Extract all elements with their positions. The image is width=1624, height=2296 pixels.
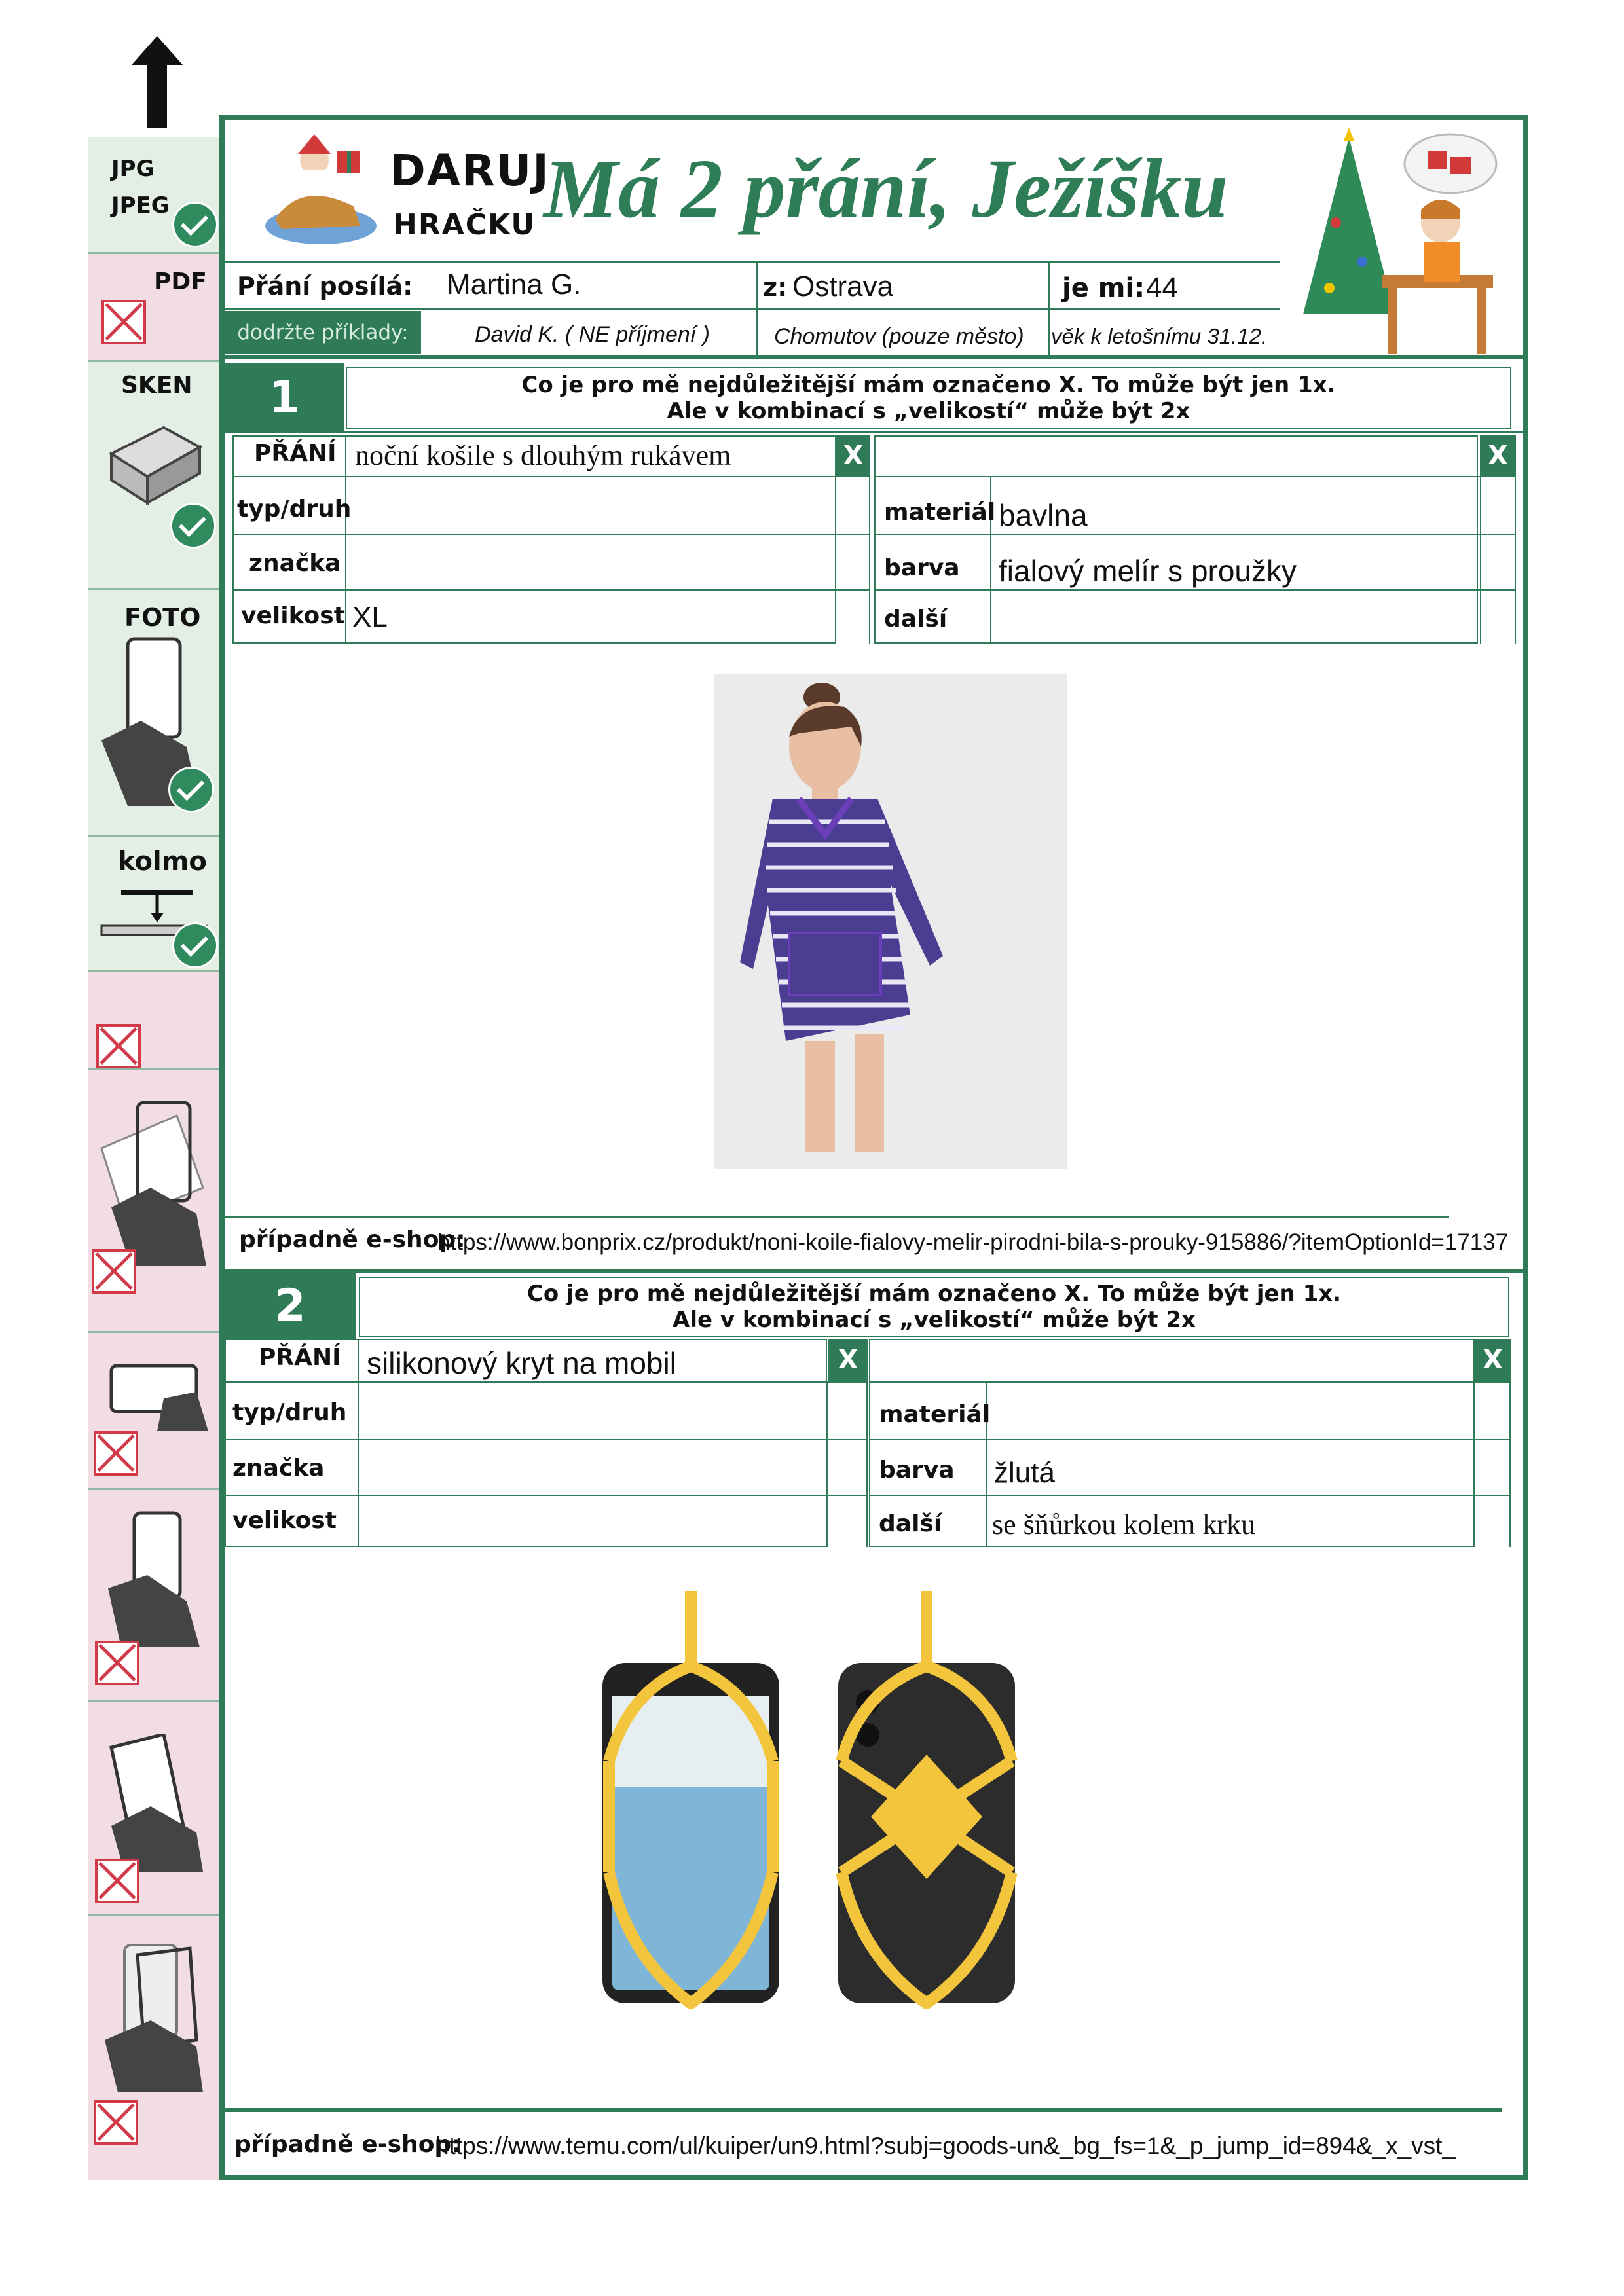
other-value[interactable]: se šňůrkou kolem krku [992, 1508, 1256, 1540]
instruction-line1: Co je pro mě nejdůležitější mám označeno X. To může být jen 1x. [521, 372, 1336, 398]
priority-x[interactable]: X [1475, 1339, 1511, 1381]
cross-icon [94, 2100, 138, 2145]
divider [232, 476, 870, 477]
label-brand: značka [232, 1455, 325, 1482]
phone-hand-icon [98, 1942, 210, 2096]
label-material: materiál [884, 499, 996, 526]
label-material: materiál [879, 1401, 991, 1428]
divider [225, 1269, 1522, 1273]
sender-name[interactable]: Martina G. [447, 268, 581, 301]
examples-label-box [225, 311, 421, 354]
label-brand: značka [249, 550, 341, 577]
tree-icon [1283, 124, 1500, 363]
divider [225, 1495, 868, 1496]
divider [225, 1381, 868, 1383]
divider [1515, 435, 1516, 644]
phone-hand-icon [101, 1510, 206, 1650]
label-color: barva [879, 1457, 955, 1484]
cross-icon [95, 1859, 139, 1903]
divider [869, 1381, 1511, 1383]
sidebar-item-perpendicular [88, 837, 219, 972]
divider [225, 431, 1522, 433]
divider [1473, 1381, 1475, 1547]
label-type: typ/druh [232, 1399, 347, 1426]
cross-icon [101, 300, 146, 344]
label-sender: Přání posílá: [237, 272, 413, 301]
sidebar-item-double [88, 1916, 219, 2180]
sidebar-item-scan [88, 362, 219, 590]
divider [232, 589, 870, 591]
divider [869, 476, 870, 644]
cross-icon [94, 1431, 138, 1476]
check-icon [172, 922, 218, 968]
cross-icon [96, 1024, 141, 1068]
sidebar-item-label: FOTO [124, 603, 201, 632]
sidebar-item-hand-photo [88, 1490, 219, 1702]
divider [1048, 261, 1050, 355]
table-right [874, 435, 1478, 644]
divider [225, 2108, 1502, 2112]
eshop-link[interactable]: https://www.bonprix.cz/produkt/noni-koile-fialovy-melir-pirodni-bila-s-prouky-915886/?itemOptionId=17137 [437, 1230, 1509, 1255]
phone-hand-icon [98, 1359, 210, 1434]
phone-hand-icon [98, 1096, 210, 1269]
eshop-label: případně e-shop: [234, 2131, 461, 2158]
label-size: velikost [241, 602, 345, 629]
eshop-label: případně e-shop: [239, 1226, 466, 1253]
sidebar-item-label: JPG JPEG [111, 156, 170, 219]
label-wish: PŘÁNÍ [259, 1344, 341, 1371]
sidebar-item-label: SKEN [121, 372, 193, 399]
example-name: David K. ( NE příjmení ) [475, 322, 710, 347]
label-size: velikost [232, 1507, 337, 1534]
example-age: věk k letošnímu 31.12. [1051, 324, 1268, 348]
instruction-line2: Ale v kombinací s „velikostí“ může být 2x [673, 1307, 1196, 1333]
divider [225, 1439, 868, 1440]
color-value[interactable]: fialový melír s proužky [999, 554, 1297, 588]
sidebar-item-label: PDF [154, 268, 207, 295]
eshop-link[interactable]: https://www.temu.com/ul/kuiper/un9.html?subj=goods-un&_bg_fs=1&_p_jump_id=894&_x_vst_ [435, 2132, 1456, 2159]
divider [866, 1381, 868, 1547]
color-value[interactable]: žlutá [994, 1457, 1055, 1489]
sender-city[interactable]: Ostrava [792, 270, 894, 302]
label-city: z: [763, 273, 788, 302]
divider [827, 1381, 828, 1547]
divider [232, 534, 870, 535]
santa-logo-icon [262, 134, 380, 249]
label-other: další [879, 1510, 942, 1537]
label-wish: PŘÁNÍ [254, 440, 337, 467]
check-icon [172, 202, 218, 247]
sidebar-item-label: kolmo [118, 847, 207, 877]
wish-value[interactable]: silikonový kryt na mobil [367, 1346, 676, 1380]
divider [225, 308, 1280, 310]
divider [869, 1495, 1511, 1496]
material-value[interactable]: bavlna [999, 498, 1088, 532]
size-value[interactable]: XL [352, 601, 388, 633]
sidebar-item-angled [88, 972, 219, 1070]
instruction-box [346, 367, 1511, 429]
sidebar-item-photo-angled [88, 1070, 219, 1333]
logo-daruj: DARUJ [390, 145, 550, 196]
example-city: Chomutov (pouze město) [774, 324, 1024, 349]
divider [874, 589, 1516, 591]
sidebar-item-jpg [88, 137, 219, 254]
divider [874, 534, 1516, 535]
arrow-up-icon [131, 36, 183, 128]
divider [756, 261, 758, 355]
examples-label: dodržte příklady: [237, 321, 409, 344]
priority-x[interactable]: X [836, 435, 870, 476]
priority-x[interactable]: X [1480, 435, 1516, 476]
sidebar-item-photo [88, 590, 219, 837]
instruction-line1: Co je pro mě nejdůležitější mám označeno X. To může být jen 1x. [526, 1281, 1342, 1307]
logo-hracku: HRAČKU [393, 208, 536, 242]
instruction-line2: Ale v kombinací s „velikostí“ může být 2x [667, 398, 1190, 424]
wish-value[interactable]: noční košile s dlouhým rukávem [355, 439, 731, 471]
phone-hand-icon [98, 1734, 210, 1875]
divider [1509, 1339, 1511, 1547]
divider [358, 1339, 359, 1547]
divider [345, 435, 346, 644]
cross-icon [95, 1641, 139, 1685]
divider [1480, 476, 1481, 644]
scanner-icon [105, 414, 203, 509]
divider [225, 355, 1522, 359]
divider [835, 476, 836, 644]
divider [225, 1216, 1449, 1218]
check-icon [168, 767, 214, 812]
sidebar-item-tilted [88, 1702, 219, 1916]
divider [225, 261, 1280, 263]
label-type: typ/druh [237, 496, 352, 522]
instruction-box [359, 1277, 1509, 1337]
product-photo-dress [714, 674, 1067, 1169]
wish-number: 1 [225, 363, 344, 432]
sidebar-item-landscape [88, 1333, 219, 1490]
divider [869, 1439, 1511, 1440]
label-age: je mi: [1062, 273, 1145, 303]
sidebar-item-pdf [88, 254, 219, 362]
sender-age[interactable]: 44 [1146, 272, 1178, 304]
label-other: další [884, 606, 948, 632]
wish-number: 2 [225, 1273, 356, 1339]
label-color: barva [884, 555, 960, 581]
cross-icon [92, 1249, 136, 1294]
page-title: Má 2 přání, Ježíšku [544, 142, 1228, 235]
check-icon [170, 503, 216, 549]
product-photo-phone-case [589, 1591, 1035, 2016]
priority-x[interactable]: X [828, 1339, 868, 1381]
divider [874, 476, 1516, 477]
